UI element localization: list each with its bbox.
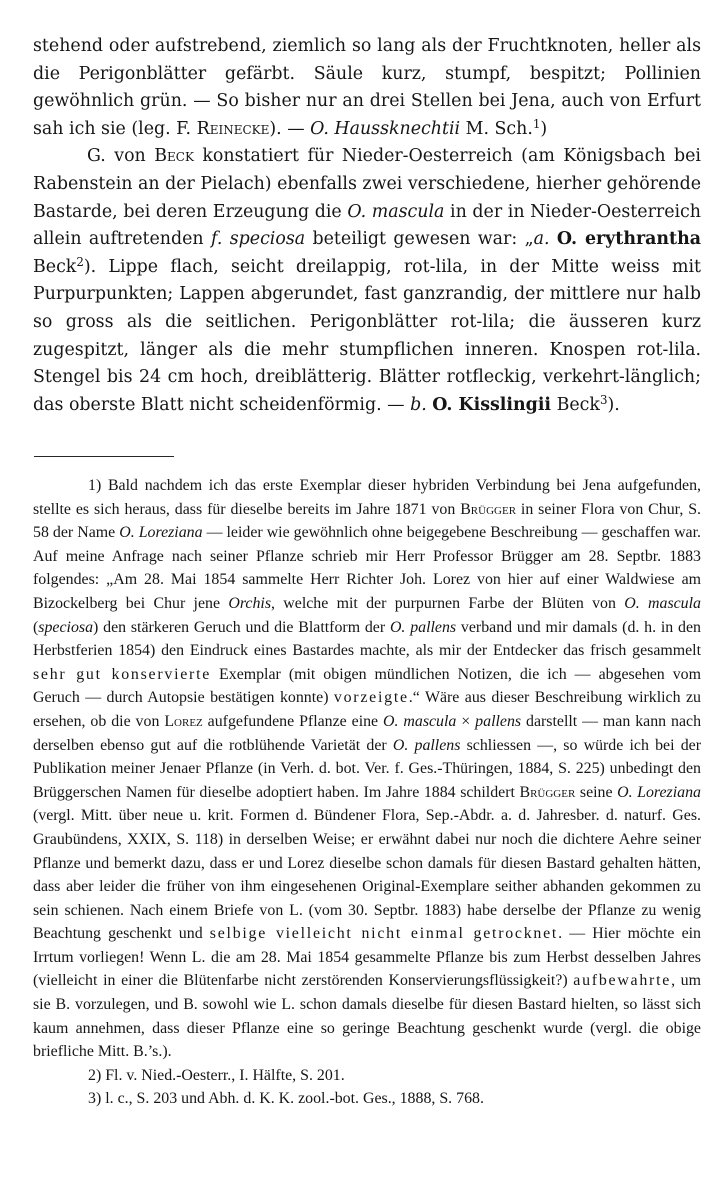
- footnote-ref-2: 2: [76, 254, 84, 269]
- paragraph-beck-hybrids: G. von Beck konstatiert für Nieder-Oesterreich (am Königsbach bei Rabenstein an der Pielach) ebenfalls zwei verschiedene, hierher gehörende Bastarde, bei deren Erzeugung die O. mascula in der in Nieder-Oesterreich allein auftretenden f. speciosa beteiligt gewesen war: „a. O. erythrantha Beck$^2$). Lippe flach, seicht dreilappig, rot-lila, in der Mitte weiss mit Purpurpunkten; Lappen abgerundet, fast ganzrandig, der mittlere nur halb so gross als die seitlichen. Perigonblätter rot-lila; die äusseren kurz zugespitzt, länger als die mehr stumpflichen inneren. Knospen rot-lila. Stengel bis 24 cm hoch, dreiblätterig. Blätter rotfleckig, verkehrt-länglich; das oberste Blatt nicht scheidenförmig. — b. O. Kisslingii Beck$^3$).: [33, 146, 701, 415]
- footnote-1: 1) Bald nachdem ich das erste Exemplar dieser hybriden Verbindung bei Jena aufgefunden, stellte es sich heraus, dass für dieselbe bereits im Jahre 1871 von Brügger in seiner Flora von Chur, S. 58 der Name O. Loreziana — leider wie gewöhnlich ohne beigegebene Beschreibung — geschaffen war. Auf meine Anfrage nach seiner Pflanze schrieb mir Herr Professor Brügger am 28. Septbr. 1883 folgendes: „Am 28. Mai 1854 sammelte Herr Richter Joh. Lorez von hier auf einer Waldwiese am Bizockelberg bei Chur jene Orchis, welche mit der purpurnen Farbe der Blüten von O. mascula (speciosa) den stärkeren Geruch und die Blattform der O. pallens verband und mir damals (d. h. in den Herbstferien 1854) den Eindruck eines Bastardes machte, als mir der Entdecker das frisch gesammelt sehr gut konservierte Exemplar (mit obigen mündlichen Notizen, die ich — abgesehen vom Geruch — durch Autopsie bestätigen konnte) vorzeigte.“ Wäre aus dieser Beschreibung wirklich zu ersehen, ob die von Lorez aufgefundene Pflanze eine O. mascula × pallens darstellt — man kann nach derselben ebenso gut auf die rotblühende Varietät der O. pallens schliessen —, so würde ich bei der Publikation meiner Jenaer Pflanze (in Verh. d. bot. Ver. f. Ges.-Thüringen, 1884, S. 225) unbedingt den Brüggerschen Namen für dieselbe adoptiert haben. Im Jahre 1884 schildert Brügger seine O. Loreziana (vergl. Mitt. über neue u. krit. Formen d. Bündener Flora, Sep.-Abdr. a. d. Jahresber. d. naturf. Ges. Graubündens, XXIX, S. 118) in derselben Weise; er erwähnt dabei nur noch die dichtere Aehre seiner Pflanze und bemerkt dazu, dass er und Lorez dieselbe schon damals für diesen Bastard gehalten hätten, dass aber leider die früher von ihm eingesehenen Original-Exemplare seither abhanden gekommen zu sein schienen. Nach einem Briefe von L. (vom 30. Septbr. 1883) habe derselbe der Pflanze zu wenig Beachtung geschenkt und selbige vielleicht nicht einmal getrocknet. — Hier möchte ein Irrtum vorliegen! Wenn L. die am 28. Mai 1854 gesammelte Pflanze bis zum Herbst desselben Jahres (vielleicht in einer die Blütenfarbe nicht zerstörenden Konservierungsflüssigkeit?) aufbewahrte, um sie B. vorzulegen, und B. sowohl wie L. schon damals dieselbe für diesen Bastard hielten, so lässt sich kaum annehmen, dass dieser Pflanze eine so geringe Beachtung geschenkt wurde (vergl. die obige briefliche Mitt. B.’s.).: [33, 477, 702, 1061]
- hybrid-name-erythrantha: O. erythrantha: [556, 229, 701, 250]
- taxon-name: O. Haussknechtii: [310, 118, 461, 139]
- hybrid-name-kisslingii: O. Kisslingii: [432, 394, 552, 415]
- collector-name: Reinecke: [196, 118, 270, 139]
- author-name: Beck: [154, 146, 194, 167]
- paragraph-haussknechtii-description: stehend oder aufstrebend, ziemlich so lang als der Fruchtknoten, heller als die Perigonblätter gefärbt. Säule kurz, stumpf, bespitzt; Pollinien gewöhnlich grün. — So bisher nur an drei Stellen bei Jena, auch von Erfurt sah ich sie (leg. F. Reinecke). — O. Haussknechtii M. Sch.$^1$): [33, 36, 701, 139]
- footnote-2: 2) Fl. v. Nied.-Oesterr., I. Hälfte, S. 201.: [88, 1066, 345, 1084]
- footnote-ref-3: 3: [599, 392, 608, 407]
- footnotes: [33, 474, 701, 1111]
- taxon-name: O. mascula: [347, 201, 445, 222]
- taxon-name: f. speciosa: [211, 229, 306, 250]
- main-text: [33, 33, 701, 419]
- footnote-ref-1: 1: [532, 116, 541, 131]
- footnote-separator: [34, 456, 174, 457]
- footnote-3: 3) l. c., S. 203 und Abh. d. K. K. zool.-bot. Ges., 1888, S. 768.: [88, 1090, 484, 1108]
